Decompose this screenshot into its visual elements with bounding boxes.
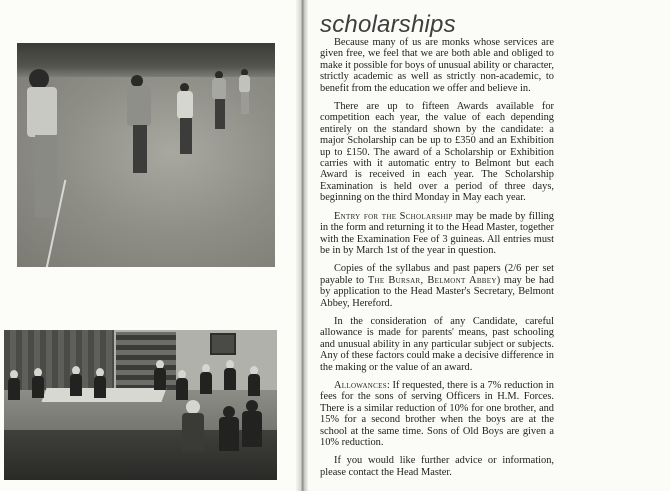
- awards-paragraph: There are up to fifteen Awards available for competition each year, the value of each depending entirely on the standard shown by the candidate: a major Scholarship can be up to £350 and an Exhibition up to £150. The award of a Scholarship or Exhibition carries with it automatic entry to Belmont but each Award is received in each year. The Scholarship Examination is held over a period of three days, beginning on the third Monday in May each year.: [320, 101, 554, 204]
- seated-person: [154, 360, 166, 390]
- seated-person: [200, 364, 212, 394]
- seated-person: [8, 370, 20, 400]
- wall-picture: [210, 333, 236, 355]
- syllabus-text-a: Copies of the syllabus and past papers (2/6 per set payable to: [320, 263, 554, 286]
- seated-person: [94, 368, 106, 398]
- page-heading: scholarships: [320, 11, 456, 38]
- syllabus-paragraph: [320, 263, 554, 309]
- seated-person: [70, 366, 82, 396]
- bookshelf: [116, 332, 176, 390]
- treeline: [17, 43, 275, 77]
- bursar-address: The Bursar, Belmont Abbey: [367, 274, 497, 286]
- meeting-room-photo: [4, 330, 277, 480]
- seated-person: [242, 400, 262, 448]
- consideration-paragraph: In the consideration of any Candidate, careful allowance is made for parents' means, past schooling and unusual ability in any particular subject or subjects. Any of these factors could make a decisive difference in the making or the value of an award.: [320, 315, 554, 373]
- contact-paragraph: If you would like further advice or information, please contact the Head Master.: [320, 455, 554, 478]
- allowances-lead: Allowances: [334, 379, 387, 391]
- seated-person: [224, 360, 236, 390]
- entry-text: may be made by filling in the form and returning it to the Head Master, together with the Examination Fee of 3 guineas. All entries must be in by March 1st of the year in question.: [320, 210, 554, 256]
- seated-person: [219, 406, 239, 452]
- page-gutter: [296, 0, 308, 491]
- seated-person: [176, 370, 188, 400]
- scholarships-text: [320, 37, 554, 485]
- syllabus-text-b: ) may be had by application to the Head Master's Secretary, Belmont Abbey, Hereford.: [320, 274, 554, 309]
- allowances-paragraph: [320, 380, 554, 448]
- seated-person: [182, 400, 204, 450]
- entry-lead: Entry for the Scholarship: [334, 210, 453, 222]
- entry-paragraph: [320, 211, 554, 257]
- allowances-text: : If requested, there is a 7% reduction in fees for the sons of serving Officers in H.M. Forces. There is a similar reduction of 10% for one brother, and 15% for a second brother when the boys are at the school at the same time. Sons of Old Boys are given a 10% reduction.: [320, 379, 554, 448]
- seated-person: [248, 366, 260, 396]
- left-page: [0, 0, 300, 491]
- intro-paragraph: Because many of us are monks whose services are given free, we feel that we are both able and obliged to make it possible for boys of unusual ability or character, strictly academic as well as strictly non-academic, to benefit from the education we offer and believe in.: [320, 37, 554, 94]
- golf-practice-photo: [17, 43, 275, 267]
- seated-person: [32, 368, 44, 398]
